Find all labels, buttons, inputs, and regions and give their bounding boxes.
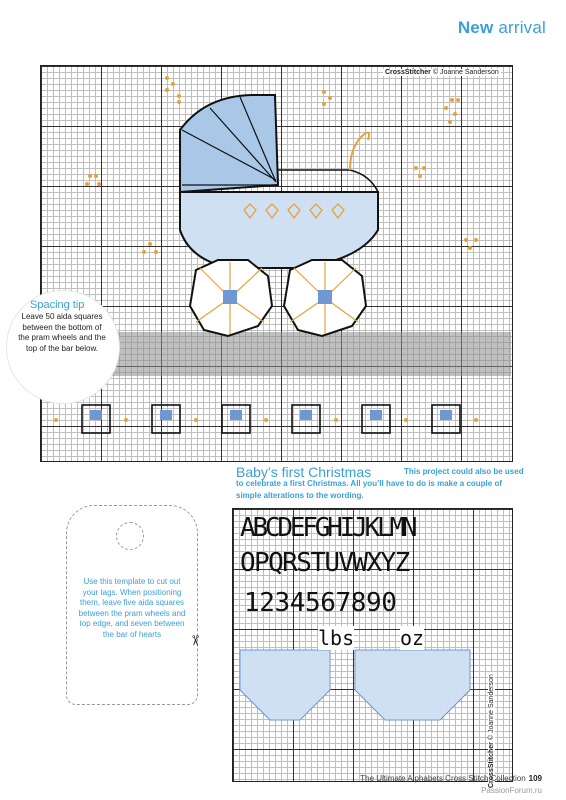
spacing-tip-body: Leave 50 aida squares between the bottom of the pram wheels and the top of the bar below. bbox=[18, 312, 106, 353]
page-number: 109 bbox=[528, 774, 542, 783]
unit-oz: oz bbox=[400, 626, 425, 650]
alphabet-row-2: OPQRSTUVWXYZ bbox=[240, 548, 409, 578]
section-title: Baby’s first Christmas bbox=[236, 464, 372, 480]
header-bold: New bbox=[457, 18, 494, 37]
credit-brand: CrossStitcher bbox=[385, 69, 431, 76]
credit-author: © Joanne Sanderson bbox=[432, 69, 499, 76]
page-header bbox=[458, 18, 546, 38]
alphabet-bottom-motif bbox=[240, 650, 470, 720]
page-footer bbox=[360, 774, 542, 783]
footer-text: The Ultimate Alphabets Cross Stitch Collection bbox=[360, 774, 526, 783]
credit-author-side: © Joanne Sanderson bbox=[488, 674, 495, 741]
header-rest: arrival bbox=[493, 18, 546, 37]
spacing-tip-title: Spacing tip bbox=[30, 299, 85, 311]
heart-border bbox=[54, 405, 478, 433]
credit-brand-side: CrossStitcher bbox=[488, 742, 495, 788]
credit-side bbox=[488, 672, 495, 790]
section-desc-lead: This project could also bbox=[404, 467, 492, 476]
unit-lbs: lbs bbox=[318, 626, 355, 650]
tag-instructions: Use this template to cut out your tags. When positioning them, leave five aida squares between the pram wheels and top edge, and seven between the bar of hearts bbox=[78, 577, 186, 639]
alphabet-row-3: 1234567890 bbox=[244, 588, 397, 618]
pram-motif bbox=[180, 95, 378, 336]
section-desc-rest: be used to celebrate a first Christmas. All you’ll have to do is make a couple of simple alterations to the wording. bbox=[236, 467, 524, 500]
alphabet-row-1: ABCDEFGHIJKLMN bbox=[240, 513, 415, 543]
credit-top bbox=[383, 69, 501, 76]
section-description bbox=[236, 466, 528, 502]
tag-hole bbox=[116, 522, 144, 550]
watermark: PassionForum.ru bbox=[481, 786, 542, 795]
scissors-icon: ✂ bbox=[187, 634, 204, 647]
